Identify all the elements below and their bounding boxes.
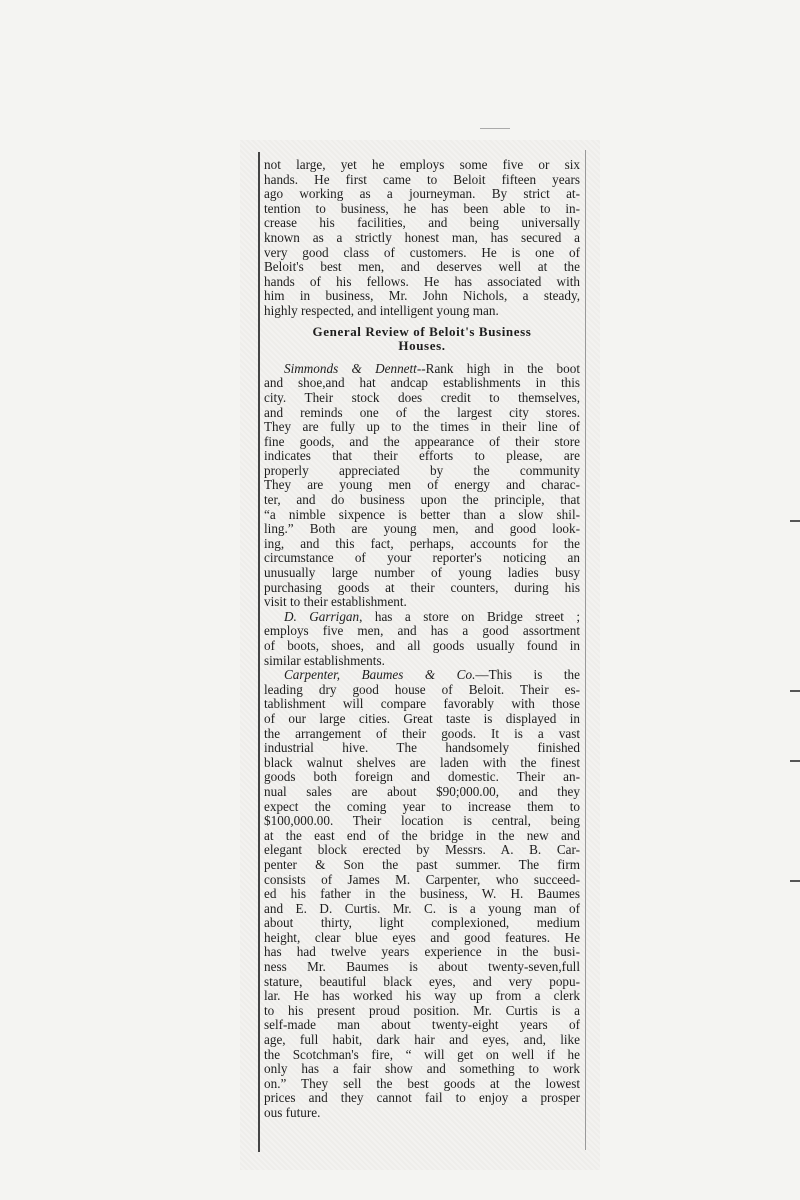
text-line — [264, 1018, 580, 1033]
line-text: the Scotchman's fire, “ will get on well if he — [264, 1046, 580, 1062]
line-text: to his present proud position. Mr. Curtis is a — [264, 1002, 580, 1018]
line-text: on.” They sell the best goods at the lowest — [264, 1075, 580, 1091]
text-line — [264, 1106, 580, 1121]
line-text: fine goods, and the appearance of their store — [264, 433, 580, 449]
text-line — [264, 231, 580, 246]
text-line — [264, 246, 580, 261]
line-text: ed his father in the business, W. H. Baumes — [264, 886, 580, 902]
text-line — [264, 275, 580, 290]
line-text: stature, beautiful black eyes, and very popu- — [264, 973, 580, 989]
text-line — [264, 391, 580, 406]
line-text: leading dry good house of Beloit. Their es- — [264, 681, 580, 697]
text-line — [264, 960, 580, 975]
line-text: and reminds one of the largest city stores. — [264, 404, 580, 420]
line-text: visit to their establishment. — [264, 594, 407, 610]
line-text: and E. D. Curtis. Mr. C. is a young man of — [264, 900, 580, 916]
article-body — [264, 362, 580, 1121]
line-text: very good class of customers. He is one of — [264, 244, 580, 260]
text-line — [264, 595, 580, 610]
line-text: Beloit's best men, and deserves well at the — [264, 259, 580, 275]
line-text: They are fully up to the times in their line of — [264, 419, 580, 435]
line-text: age, full habit, dark hair and eyes, and, like — [264, 1032, 580, 1048]
line-text: nual sales are about $90;000.00, and they — [264, 783, 580, 799]
line-text: ing, and this fact, perhaps, accounts for the — [264, 535, 580, 551]
line-text: consists of James M. Carpenter, who succeed- — [264, 871, 580, 887]
text-line — [264, 756, 580, 771]
line-text: ous future. — [264, 1105, 321, 1120]
line-text: indicates that their efforts to please, are — [264, 448, 580, 464]
text-line — [264, 158, 580, 173]
text-line — [264, 610, 580, 625]
text-line — [264, 449, 580, 464]
line-text: ling.” Both are young men, and good look- — [264, 521, 580, 537]
line-text: lar. He has worked his way up from a clerk — [264, 988, 580, 1004]
newspaper-column — [264, 158, 580, 1121]
text-line — [264, 668, 580, 683]
line-text: penter & Son the past summer. The firm — [264, 856, 580, 872]
text-line — [264, 858, 580, 873]
text-line — [264, 800, 580, 815]
line-text: hands. He first came to Beloit fifteen years — [264, 171, 580, 187]
business-name: D. Garrigan — [284, 608, 360, 624]
text-line — [264, 814, 580, 829]
text-line — [264, 931, 580, 946]
line-text: crease his facilities, and being universally — [264, 215, 580, 231]
text-line — [264, 173, 580, 188]
line-text: industrial hive. The handsomely finished — [264, 740, 580, 756]
line-text: of boots, shoes, and all goods usually found in — [264, 638, 580, 653]
text-line — [264, 202, 580, 217]
text-line — [264, 1004, 580, 1019]
line-text: known as a strictly honest man, has secured a — [264, 229, 580, 245]
edge-mark — [790, 690, 800, 692]
text-line — [264, 187, 580, 202]
column-rule-right — [585, 150, 586, 1150]
text-line — [264, 260, 580, 275]
text-line — [264, 289, 580, 304]
text-line — [264, 362, 580, 377]
line-text: tention to business, he has been able to in- — [264, 200, 580, 216]
text-line — [264, 902, 580, 917]
text-line — [264, 639, 580, 654]
section-heading-cont: Houses. — [398, 338, 446, 354]
line-text: employs five men, and has a good assortment — [264, 623, 580, 639]
line-text: has had twelve years experience in the busi- — [264, 944, 580, 960]
line-text: and shoe,and hat andcap establishments in this — [264, 375, 580, 391]
line-text: only has a fair show and something to work — [264, 1061, 580, 1077]
line-text: the arrangement of their goods. It is a vast — [264, 725, 580, 741]
line-text: goods both foreign and domestic. Their an- — [264, 769, 580, 785]
text-line — [264, 1033, 580, 1048]
line-text: him in business, Mr. John Nichols, a steady, — [264, 288, 580, 304]
text-line — [264, 1091, 580, 1106]
text-line — [264, 508, 580, 523]
text-line — [264, 464, 580, 479]
text-line — [264, 566, 580, 581]
line-text: ness Mr. Baumes is about twenty-seven,full — [264, 959, 580, 975]
text-line — [264, 522, 580, 537]
text-line — [264, 770, 580, 785]
text-line — [264, 624, 580, 639]
text-line — [264, 493, 580, 508]
line-text: expect the coming year to increase them to — [264, 798, 580, 814]
text-line — [264, 304, 580, 319]
edge-mark — [790, 760, 800, 762]
text-line — [264, 376, 580, 391]
line-text: similar establishments. — [264, 652, 385, 668]
text-line — [264, 1062, 580, 1077]
scan-mark — [480, 128, 510, 129]
text-line — [264, 1077, 580, 1092]
text-line — [264, 829, 580, 844]
line-text: unusually large number of young ladies busy — [264, 565, 580, 581]
line-text: “a nimble sixpence is better than a slow shil- — [264, 506, 580, 522]
column-rule-left — [258, 152, 260, 1152]
text-line — [264, 916, 580, 931]
line-text: $100,000.00. Their location is central, being — [264, 813, 580, 829]
text-line — [264, 989, 580, 1004]
text-line — [264, 712, 580, 727]
line-text: prices and they cannot fail to enjoy a prosper — [264, 1090, 580, 1106]
line-text: purchasing goods at their counters, during his — [264, 579, 580, 595]
intro-paragraph — [264, 158, 580, 319]
line-text: circumstance of your reporter's noticing an — [264, 550, 580, 566]
text-line — [264, 420, 580, 435]
text-line — [264, 697, 580, 712]
line-text: tablishment will compare favorably with those — [264, 696, 580, 712]
text-line — [264, 873, 580, 888]
line-text: not large, yet he employs some five or six — [264, 157, 580, 172]
text-line — [264, 435, 580, 450]
line-text: self-made man about twenty-eight years of — [264, 1017, 580, 1033]
business-name: Carpenter, Baumes & Co. — [284, 667, 476, 683]
line-text: elegant block erected by Messrs. A. B. Car- — [264, 842, 580, 858]
text-line — [264, 581, 580, 596]
text-line — [264, 741, 580, 756]
line-text: ago working as a journeyman. By strict at- — [264, 186, 580, 202]
line-text: of our large cities. Great taste is displayed in — [264, 710, 580, 726]
line-text: city. Their stock does credit to themselves, — [264, 389, 580, 405]
text-line — [264, 551, 580, 566]
line-text: --Rank high in the boot — [416, 360, 580, 376]
line-text: about thirty, light complexioned, medium — [264, 915, 580, 931]
business-name: Simmonds & Dennett — [284, 360, 417, 376]
line-text: , has a store on Bridge street ; — [359, 608, 580, 624]
text-line — [264, 945, 580, 960]
text-line — [264, 1048, 580, 1063]
line-text: black walnut shelves are laden with the finest — [264, 754, 580, 770]
text-line — [264, 683, 580, 698]
line-text: —This is the — [475, 667, 580, 683]
edge-mark — [790, 880, 800, 882]
section-heading: General Review of Beloit's Business — [312, 323, 532, 339]
line-text: They are young men of energy and charac- — [264, 477, 580, 493]
text-line — [264, 654, 580, 669]
line-text: highly respected, and intelligent young man. — [264, 302, 499, 318]
text-line — [264, 785, 580, 800]
line-text: hands of his fellows. He has associated with — [264, 273, 580, 289]
text-line — [264, 975, 580, 990]
line-text: properly appreciated by the community — [264, 462, 580, 478]
text-line — [264, 216, 580, 231]
text-line — [264, 727, 580, 742]
text-line — [264, 843, 580, 858]
line-text: height, clear blue eyes and good features. He — [264, 929, 580, 945]
line-text: at the east end of the bridge in the new and — [264, 827, 580, 843]
edge-mark — [790, 520, 800, 522]
text-line — [264, 478, 580, 493]
text-line — [264, 406, 580, 421]
text-line — [264, 537, 580, 552]
text-line — [264, 887, 580, 902]
line-text: ter, and do business upon the principle, that — [264, 492, 580, 508]
